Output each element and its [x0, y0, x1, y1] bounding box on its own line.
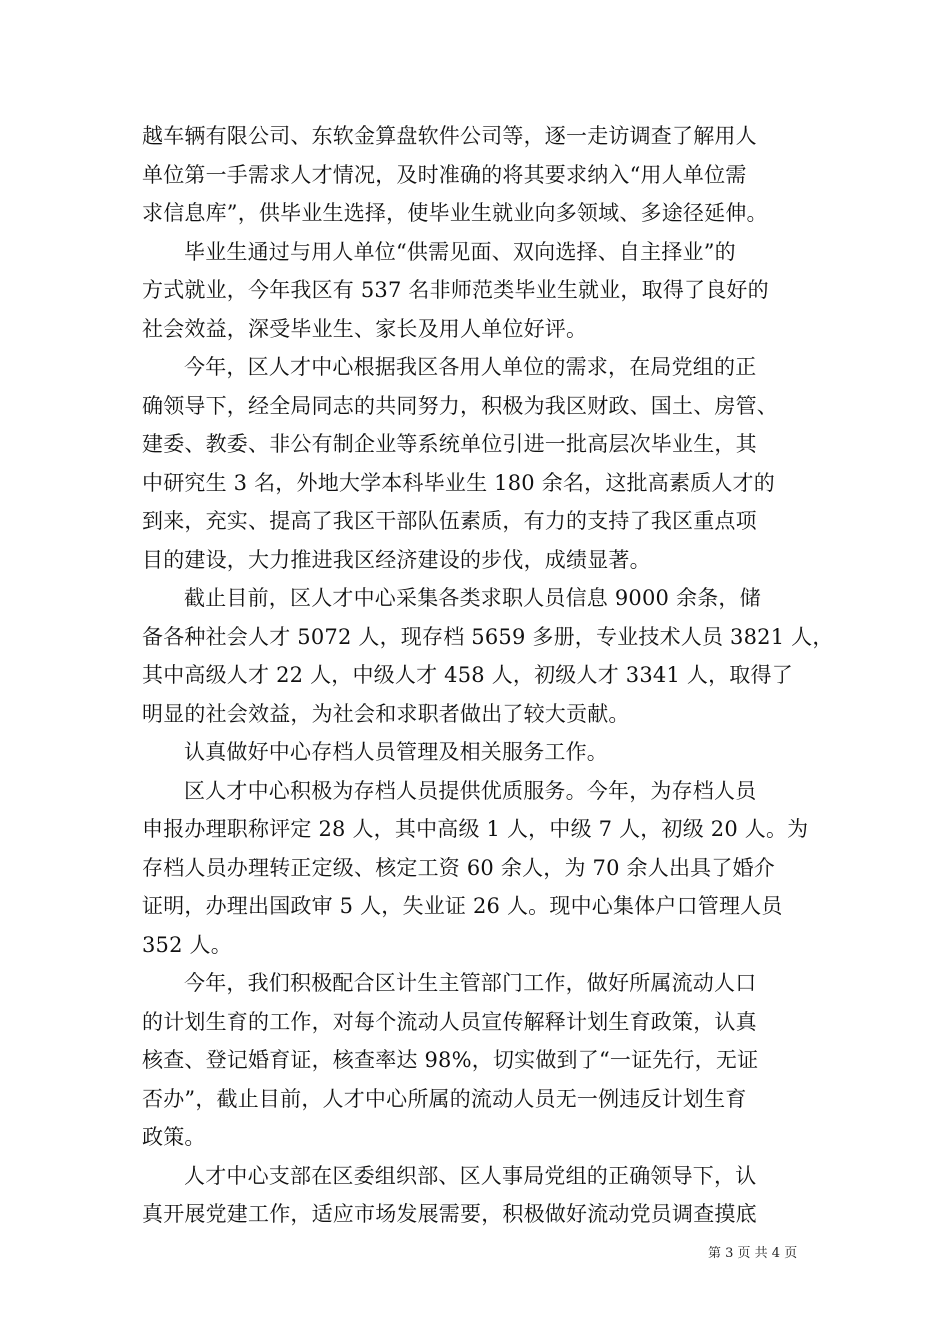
- text-line: 求信息库”，供毕业生选择，使毕业生就业向多领域、多途径延伸。: [142, 201, 768, 225]
- text-line: 到来，充实、提高了我区干部队伍素质，有力的支持了我区重点项: [142, 509, 757, 533]
- text-line: 的计划生育的工作，对每个流动人员宣传解释计划生育政策，认真: [142, 1009, 757, 1034]
- text-line: 方式就业，今年我区有 537 名非师范类毕业生就业，取得了良好的: [142, 278, 769, 302]
- text-line: 建委、教委、非公有制企业等系统单位引进一批高层次毕业生，其: [142, 432, 757, 456]
- text-line: 否办”，截止目前，人才中心所属的流动人员无一例违反计划生育: [142, 1086, 747, 1111]
- text-line: 真开展党建工作，适应市场发展需要，积极做好流动党员调查摸底: [142, 1202, 757, 1226]
- text-line: 352 人。: [142, 932, 232, 957]
- text-line: 中研究生 3 名，外地大学本科毕业生 180 余名，这批高素质人才的: [142, 470, 775, 495]
- paragraph-start-line: 人才中心支部在区委组织部、区人事局党组的正确领导下，认: [184, 1163, 757, 1188]
- paragraph-start-line: 毕业生通过与用人单位“供需见面、双向选择、自主择业”的: [184, 239, 736, 264]
- text-line: 目的建设，大力推进我区经济建设的步伐，成绩显著。: [142, 547, 651, 572]
- text-line: 明显的社会效益，为社会和求职者做出了较大贡献。: [142, 701, 630, 726]
- text-line: 政策。: [142, 1125, 206, 1149]
- document-body: [142, 117, 834, 1234]
- page-number-footer: 第 3 页 共 4 页: [708, 1246, 798, 1261]
- text-line: 社会效益，深受毕业生、家长及用人单位好评。: [142, 316, 588, 341]
- section-heading-line: 认真做好中心存档人员管理及相关服务工作。: [184, 740, 608, 764]
- text-line: 单位第一手需求人才情况，及时准确的将其要求纳入“用人单位需: [142, 162, 747, 187]
- text-line: 申报办理职称评定 28 人，其中高级 1 人，中级 7 人，初级 20 人。为: [142, 817, 809, 841]
- paragraph-start-line: 今年，我们积极配合区计生主管部门工作，做好所属流动人口: [184, 971, 757, 995]
- text-line: 备各种社会人才 5072 人，现存档 5659 多册，专业技术人员 3821 人，: [142, 624, 834, 649]
- text-line: 核查、登记婚育证，核查率达 98%，切实做到了“一证先行，无证: [142, 1048, 759, 1072]
- paragraph-start-line: 区人才中心积极为存档人员提供优质服务。今年，为存档人员: [184, 778, 757, 803]
- text-line: 存档人员办理转正定级、核定工资 60 余人，为 70 余人出具了婚介: [142, 855, 775, 880]
- paragraph-start-line: 截止目前，区人才中心采集各类求职人员信息 9000 余条，储: [184, 586, 761, 610]
- text-line: 确领导下，经全局同志的共同努力，积极为我区财政、国土、房管、: [142, 393, 778, 418]
- text-line: 其中高级人才 22 人，中级人才 458 人，初级人才 3341 人，取得了: [142, 663, 793, 687]
- text-line: 证明，办理出国政审 5 人，失业证 26 人。现中心集体户口管理人员: [142, 894, 783, 918]
- text-line: 越车辆有限公司、东软金算盘软件公司等，逐一走访调查了解用人: [142, 124, 757, 148]
- paragraph-start-line: 今年，区人才中心根据我区各用人单位的需求，在局党组的正: [184, 355, 757, 379]
